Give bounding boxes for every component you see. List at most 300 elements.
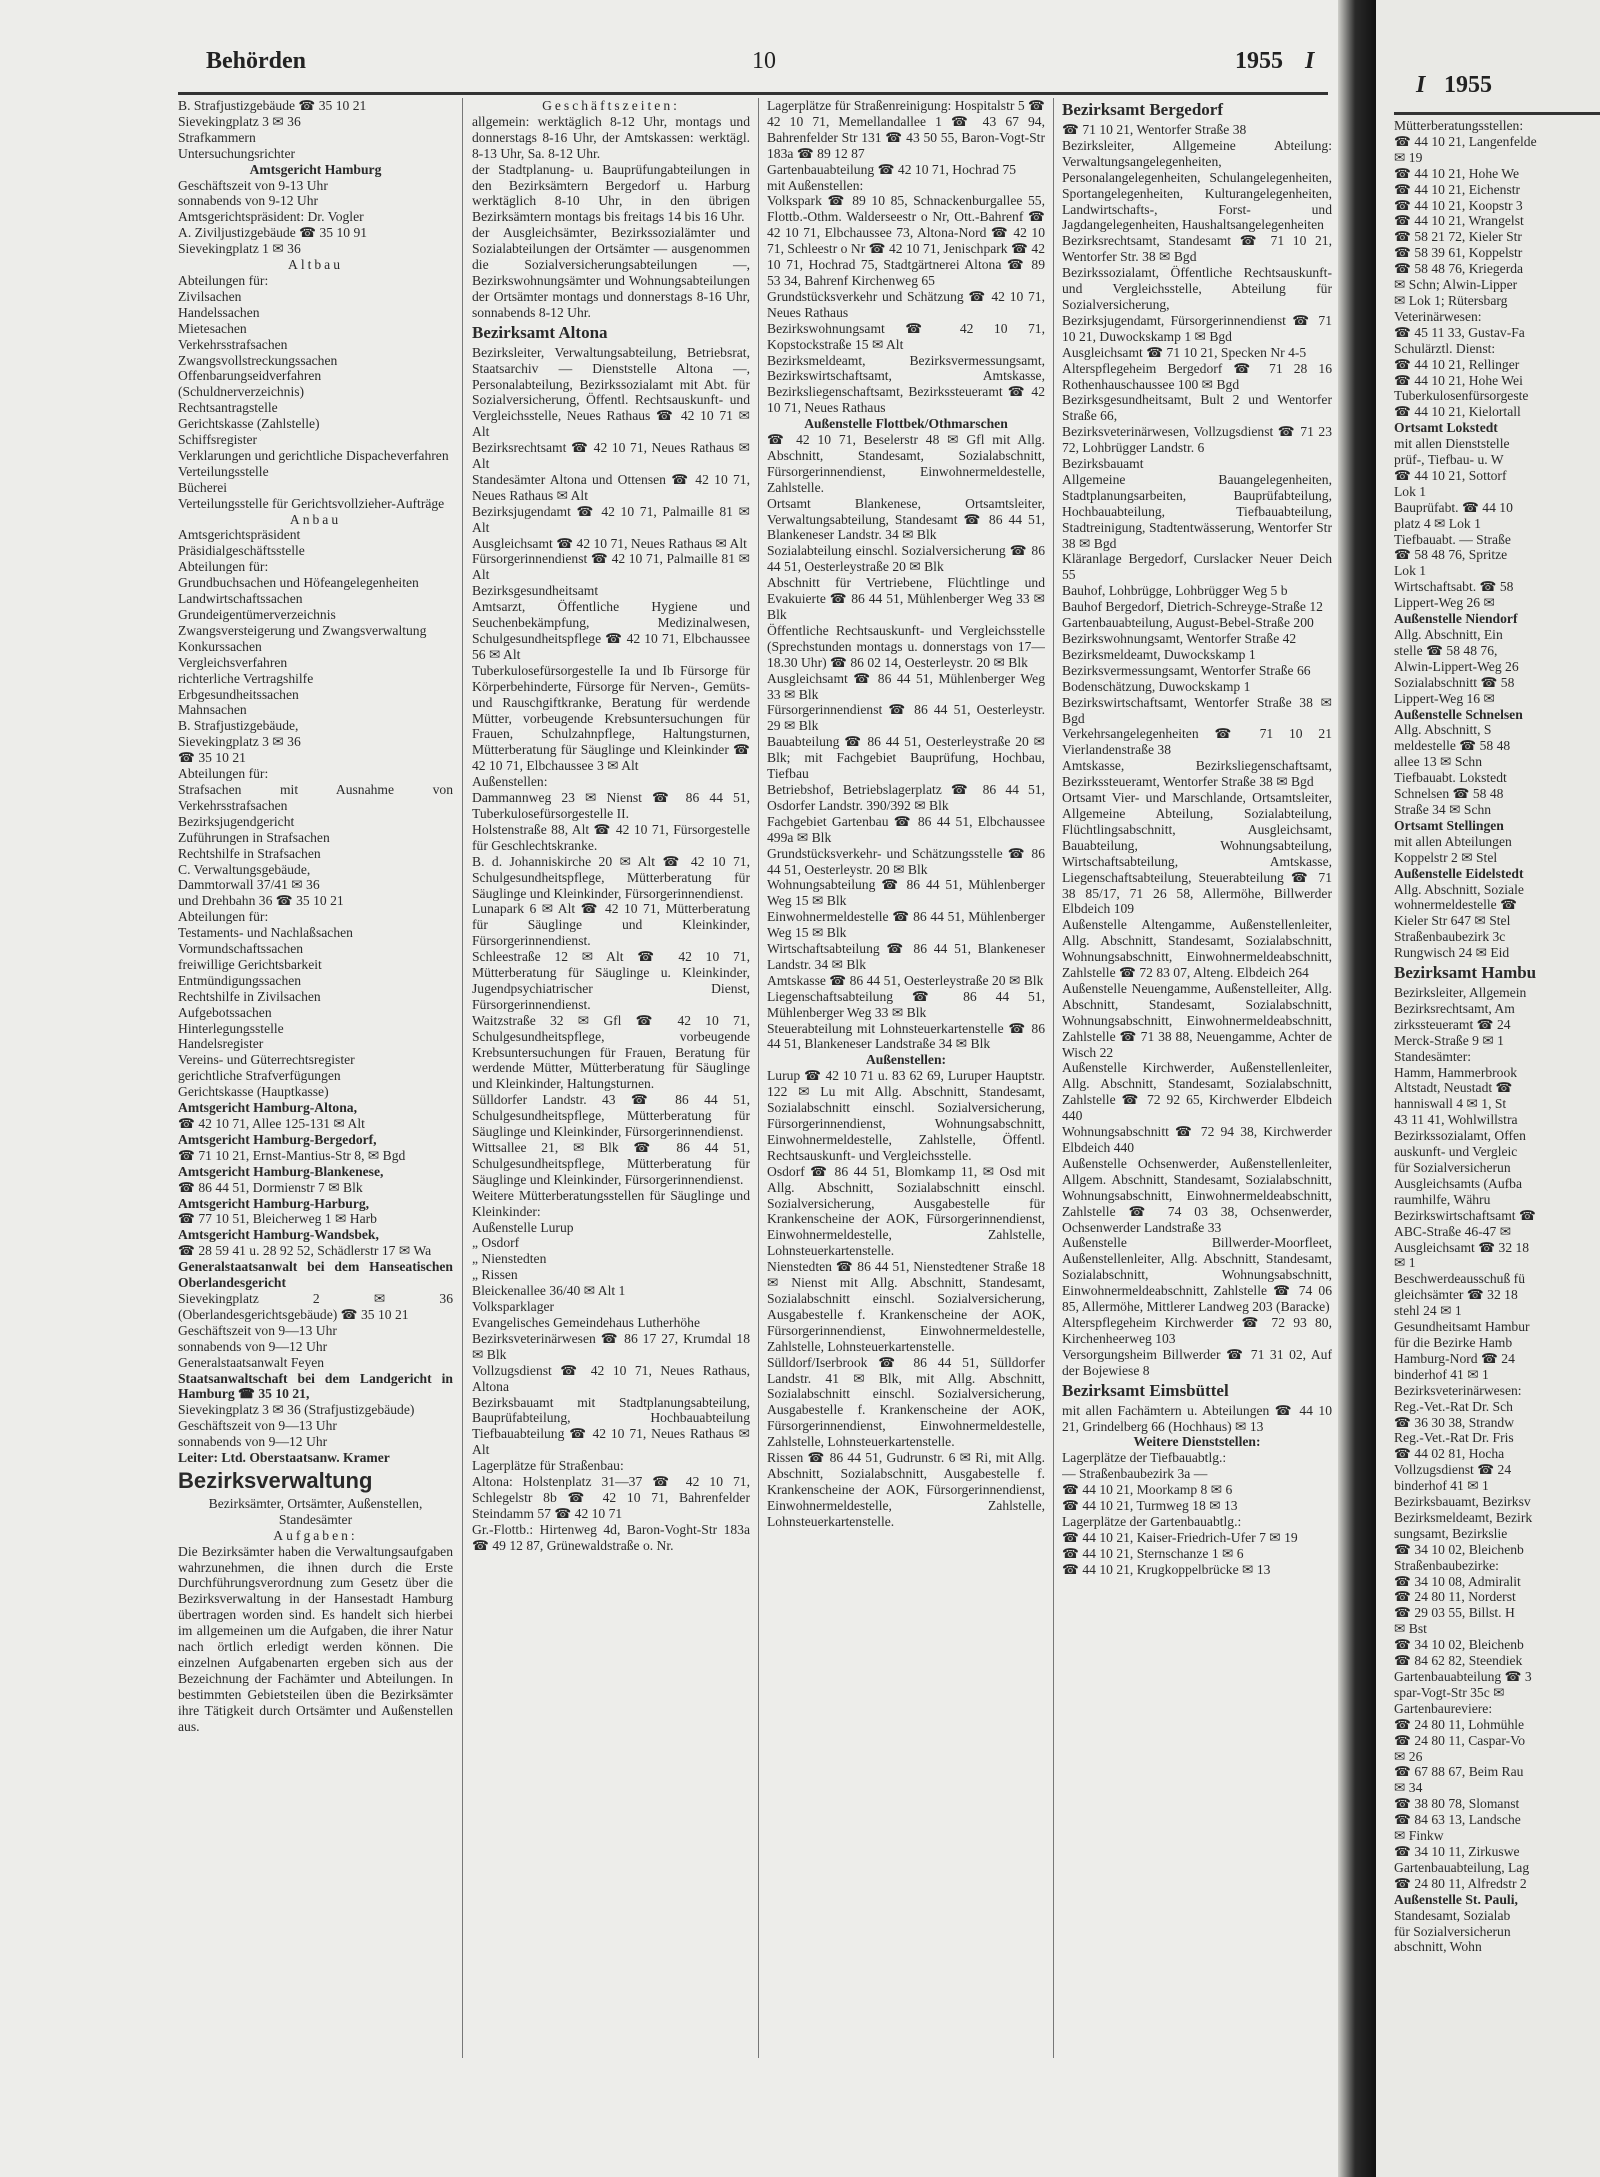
directory-entry: Alterspflegeheim Bergedorf ☎ 71 28 16 Rothenhauschaussee 100 ✉ Bgd xyxy=(1062,360,1332,392)
directory-entry: ☎ 44 10 21, Langenfelde xyxy=(1394,133,1537,149)
directory-entry: „ Osdorf xyxy=(472,1235,520,1251)
directory-entry: abschnitt, Wohn xyxy=(1394,1939,1482,1955)
directory-entry: Amtsarzt, Öffentliche Hygiene und Seuchenbekämpfung, Medizinalwesen, Schulgesundheitspflege ☎ 42 10 71, Elbchaussee 56 ✉ Alt xyxy=(472,599,750,662)
directory-entry: Gerichtskasse (Hauptkasse) xyxy=(178,1084,329,1100)
directory-entry: ☎ 42 10 71, Beselerstr 48 ✉ Gfl mit Allg. Abschnitt, Standesamt, Sozialabschnitt, Fürsorgerinnendienst, Einwohnermeldestelle, Zahlstelle. xyxy=(767,432,1045,495)
directory-entry: binderhof 41 ✉ 1 xyxy=(1394,1478,1489,1494)
directory-entry: ✉ Lok 1; Rütersbarg xyxy=(1394,292,1508,308)
directory-entry: Tiefbauabt. Lokstedt xyxy=(1394,770,1507,786)
directory-entry: Gerichtskasse (Zahlstelle) xyxy=(178,416,320,432)
directory-entry: Zuführungen in Strafsachen xyxy=(178,829,330,845)
directory-entry: Gr.-Flottb.: Hirtenweg 4d, Baron-Voght-Str 183a ☎ 49 12 87, Grünewaldstraße o. Nr. xyxy=(472,1521,750,1553)
directory-entry: ☎ 44 10 21, Hohe Wei xyxy=(1394,372,1523,388)
directory-entry: Tuberkulosefürsorgestelle Ia und Ib Fürsorge für Körperbehinderte, Fürsorge für Nerven-, Gemüts- und Rauschgiftkranke, Beratung für werdende Mütter, vorbeugende Krebsuntersuchungen für Frauen, Schulzahnpflege, Haltungsturnen, Mütterberatung für Säuglinge und Kleinkinder ☎ 42 10 71, Elbchaussee 3 ✉ Alt xyxy=(472,662,750,774)
directory-entry: Volkspark ☎ 89 10 85, Schnackenburgallee 55, Flottb.-Othm. Walderseestr o Nr, Ott.-Bahrenf ☎ 42 10 71, Elbchaussee 73, Altona-Nord ☎ 42 10 71, Schleestr o Nr ☎ 42 10 71, Jenischpark ☎ 42 10 71, Hochrad 75, Stadtgärtnerei Altona ☎ 89 53 34, Bahrenf Kirchenweg 65 xyxy=(767,193,1045,288)
directory-entry: Außenstelle Ochsenwerder, Außenstellenleiter, Allgem. Abschnitt, Standesamt, Sozialabschnitt, Wohnungsabschnitt, Einwohnermeldeabschnitt, Zahlstelle ☎ 74 03 38, Ochsenwerder, Ochsenwerder Landstraße 33 xyxy=(1062,1155,1332,1235)
directory-entry: ✉ 1 xyxy=(1394,1255,1416,1271)
directory-entry: Vergleichsverfahren xyxy=(178,654,288,670)
directory-entry: Hamburg-Nord ☎ 24 xyxy=(1394,1350,1515,1366)
directory-entry: Hinterlegungsstelle xyxy=(178,1020,284,1036)
directory-entry: Handelsregister xyxy=(178,1036,264,1052)
directory-entry: Strafkammern xyxy=(178,129,256,145)
directory-entry: Steuerabteilung mit Lohnsteuerkartenstelle ☎ 86 44 51, Blankeneser Landstraße 34 ✉ Blk xyxy=(767,1020,1045,1052)
directory-entry: ☎ 24 80 11, Caspar-Vo xyxy=(1394,1732,1526,1748)
directory-entry: Altbau xyxy=(288,257,343,273)
directory-entry: Präsidialgeschäftsstelle xyxy=(178,543,305,559)
directory-entry: Lunapark 6 ✉ Alt ☎ 42 10 71, Mütterberatung für Säuglinge und Kleinkinder, Fürsorgerinnendienst. xyxy=(472,901,750,949)
directory-entry: richterliche Vertragshilfe xyxy=(178,670,314,686)
directory-entry: Einwohnermeldestelle ☎ 86 44 51, Mühlenberger Weg 15 ✉ Blk xyxy=(767,909,1045,941)
directory-entry: Grundstücksverkehr und Schätzung ☎ 42 10 71, Neues Rathaus xyxy=(767,288,1045,320)
directory-entry: Bezirkssozialamt, Öffentliche Rechtsauskunft- und Vergleichsstelle, Abteilung für Sozialversicherung, xyxy=(1062,265,1332,312)
directory-entry: ✉ Schn; Alwin-Lipper xyxy=(1394,277,1518,293)
directory-entry: für die Bezirke Hamb xyxy=(1394,1334,1513,1350)
directory-entry: Zwangsversteigerung und Zwangsverwaltung xyxy=(178,622,427,638)
book-gutter xyxy=(1338,0,1376,2177)
directory-entry: und Drehbahn 36 ☎ 35 10 21 xyxy=(178,893,344,909)
directory-entry: Altona: Holstenplatz 31—37 ☎ 42 10 71, Schlegelstr 8b ☎ 42 10 71, Bahrenfelder Steindamm 57 ☎ 42 10 71 xyxy=(472,1474,750,1521)
directory-entry: Wirtschaftsabt. ☎ 58 xyxy=(1394,579,1514,595)
directory-entry: mit allen Fachämtern u. Abteilungen ☎ 44 10 21, Grindelberg 66 (Hochhaus) ✉ 13 xyxy=(1062,1402,1332,1434)
directory-entry: Außenstelle Altengamme, Außenstellenleiter, Allg. Abschnitt, Standesamt, Sozialabschnitt, Wohnungsabschnitt, Einwohnermeldeabschnitt, Zahlstelle ☎ 72 83 07, Alteng. Elbdeich 264 xyxy=(1062,917,1332,981)
directory-entry: Öffentliche Rechtsauskunft- und Vergleichsstelle (Sprechstunden montags u. donnerstags von 17—18.30 Uhr) ☎ 86 02 14, Oesterleystr. 20 ✉ Blk xyxy=(767,622,1045,670)
page-number: 10 xyxy=(752,48,776,74)
directory-entry: ☎ 58 48 76, Kriegerda xyxy=(1394,261,1524,277)
directory-entry: Bezirksamt Eimsbüttel xyxy=(1062,1380,1229,1400)
directory-entry: mit allen Abteilungen xyxy=(1394,833,1512,849)
next-header-year: 1955 xyxy=(1444,72,1492,98)
directory-entry: Bezirksjugendgericht xyxy=(178,813,295,829)
directory-entry: Ausgleichsamt ☎ 32 18 xyxy=(1394,1239,1530,1255)
directory-entry: Bezirksgesundheitsamt xyxy=(472,583,599,599)
directory-entry: Weitere Dienststellen: xyxy=(1133,1434,1261,1450)
directory-entry: Testaments- und Nachlaßsachen xyxy=(178,925,353,941)
directory-entry: ☎ 44 10 21, Eichenstr xyxy=(1394,181,1521,197)
directory-entry: Ortsamt Vier- und Marschlande, Ortsamtsleiter, Allgemeine Abteilung, Sozialabteilung, Flüchtlingsabschnitt, Ausgleichsamt, Bauabteilung, Wohnungsabteilung, Wirtschaftsabteilung, Amtskasse, Liegenschaftsabteilung, Steuerabteilung ☎ 71 38 85/17, 71 26 58, Allermöhe, Billwerder Elbdeich 109 xyxy=(1062,790,1332,917)
directory-entry: Bauhof Bergedorf, Dietrich-Schreyge-Straße 12 xyxy=(1062,599,1323,615)
next-header-rule xyxy=(1394,112,1600,115)
directory-entry: Außenstelle Niendorf xyxy=(1394,611,1518,627)
directory-entry: Strafsachen mit Ausnahme von Verkehrsstrafsachen xyxy=(178,781,453,813)
directory-entry: Schiffsregister xyxy=(178,432,258,448)
directory-entry: ☎ 24 80 11, Lohmühle xyxy=(1394,1716,1525,1732)
directory-entry: ✉ Bst xyxy=(1394,1621,1427,1637)
directory-entry: Bücherei xyxy=(178,479,228,495)
directory-entry: Rechtshilfe in Strafsachen xyxy=(178,845,321,861)
directory-entry: Ortsamt Blankenese, Ortsamtsleiter, Verwaltungsabteilung, Standesamt ☎ 86 44 51, Blankeneser Landstr. 34 ✉ Blk xyxy=(767,495,1045,543)
directory-entry: „ Nienstedten xyxy=(472,1251,547,1267)
directory-entry: Lippert-Weg 26 ✉ xyxy=(1394,595,1495,611)
directory-entry: Lagerplätze für Straßenbau: xyxy=(472,1458,624,1474)
directory-entry: sungsamt, Bezirkslie xyxy=(1394,1525,1508,1541)
directory-entry: Bleickenallee 36/40 ✉ Alt 1 xyxy=(472,1283,626,1299)
directory-entry: Ausgleichsamt ☎ 71 10 21, Specken Nr 4-5 xyxy=(1062,344,1307,360)
column-divider xyxy=(1053,98,1054,2058)
directory-entry: Vollzugsdienst ☎ 42 10 71, Neues Rathaus, Altona xyxy=(472,1362,750,1394)
directory-entry: ☎ 24 80 11, Norderst xyxy=(1394,1589,1516,1605)
directory-entry: Bezirksrechtsamt, Am xyxy=(1394,1000,1515,1016)
directory-entry: Mahnsachen xyxy=(178,702,247,718)
directory-entry: Rechtshilfe in Zivilsachen xyxy=(178,988,321,1004)
directory-entry: mit Außenstellen: xyxy=(767,177,864,193)
directory-entry: Mietesachen xyxy=(178,320,247,336)
directory-entry: ☎ 44 10 21, Turmweg 18 ✉ 13 xyxy=(1062,1498,1238,1514)
directory-entry: Bezirksamt Bergedorf xyxy=(1062,100,1223,119)
directory-entry: B. d. Johanniskirche 20 ✉ Alt ☎ 42 10 71, Schulgesundheitspflege, Mütterberatung für Säuglinge und Kleinkinder, Fürsorgerinnendienst. xyxy=(472,853,750,901)
column-divider xyxy=(462,98,463,2058)
directory-entry: Staatsanwaltschaft bei dem Landgericht in Hamburg ☎ 35 10 21, xyxy=(178,1370,453,1402)
directory-entry: Aufgaben: xyxy=(273,1527,358,1543)
directory-entry: Außenstellen: xyxy=(865,1052,947,1068)
directory-entry: Abteilungen für: xyxy=(178,766,269,782)
directory-entry: Bezirksbauamt mit Stadtplanungsabteilung, Bauprüfabteilung, Hochbauabteilung Tiefbauabteilung ☎ 42 10 71, Neues Rathaus ✉ Alt xyxy=(472,1394,750,1458)
directory-entry: hanniswall 4 ✉ 1, St xyxy=(1394,1096,1507,1112)
directory-entry: Dammannweg 23 ✉ Nienst ☎ 86 44 51, Tuberkulosefürsorgestelle II. xyxy=(472,790,750,821)
directory-entry: Rissen ☎ 86 44 51, Gudrunstr. 6 ✉ Ri, mit Allg. Abschnitt, Sozialabschnitt, Ausgabestelle f. Krankenscheine der AOK, Fürsorgerinnendienst, Einwohnermeldestelle, Zahlstelle, Lohnsteuerkartenstelle. xyxy=(767,1450,1045,1529)
directory-entry: Holstenstraße 88, Alt ☎ 42 10 71, Fürsorgestelle für Geschlechtskranke. xyxy=(472,821,750,853)
directory-entry: Amtsgerichtspräsident: Dr. Vogler xyxy=(178,209,364,225)
text-column-2 xyxy=(472,98,750,2138)
directory-entry: Amtsgericht Hamburg-Wandsbek, xyxy=(178,1227,379,1243)
directory-entry: Außenstelle Schnelsen xyxy=(1394,706,1523,722)
directory-entry: ☎ 42 10 71, Allee 125-131 ✉ Alt xyxy=(178,1116,365,1131)
directory-entry: ☎ 44 10 21, Sottorf xyxy=(1394,467,1507,483)
directory-entry: Fürsorgerinnendienst ☎ 42 10 71, Palmaille 81 ✉ Alt xyxy=(472,551,750,583)
directory-entry: ☎ 28 59 41 u. 28 92 52, Schädlerstr 17 ✉ Wa xyxy=(178,1243,432,1259)
directory-entry: freiwillige Gerichtsbarkeit xyxy=(178,956,322,972)
directory-entry: Die Bezirksämter haben die Verwaltungsaufgaben wahrzunehmen, die ihnen durch die Erste Durchführungsverordnung zum Gesetz über die Bezirksverwaltung in der Hansestadt Hamburg übertragen worden sind. Es handelt sich hierbei im allgemeinen um die Aufgaben, die ihrer Natur nach örtlich erledigt werden können. Die einzelnen Aufgabenarten ergeben sich aus der Bezeichnung der Fachämter und Abteilungen. In bestimmten Gebietsteilen üben die Bezirksämter ihre Tätigkeit durch Ortsämter und Außenstellen aus. xyxy=(178,1543,453,1734)
directory-entry: Osdorf ☎ 86 44 51, Blomkamp 11, ✉ Osd mit Allg. Abschnitt, Sozialabschnitt einschl. Sozialversicherung, Ausgabestelle für Krankenscheine der AOK, Fürsorgerinnendienst, Einwohnermeldestelle, Zahlstelle, Lohnsteuerkartenstelle. xyxy=(767,1163,1045,1259)
directory-entry: platz 4 ✉ Lok 1 xyxy=(1394,515,1481,531)
directory-entry: Bezirksrechtsamt ☎ 42 10 71, Neues Rathaus ✉ Alt xyxy=(472,440,750,472)
directory-entry: Volksparklager xyxy=(472,1299,555,1315)
directory-entry: Allg. Abschnitt, S xyxy=(1394,722,1492,738)
directory-entry: Geschäftszeit von 9—13 Uhr xyxy=(178,1322,337,1338)
directory-entry: Schleestraße 12 ✉ Alt ☎ 42 10 71, Mütterberatung für Säuglinge u. Kleinkinder, Jugendpsychiatrischer Dienst, Fürsorgerinnendienst. xyxy=(472,949,750,1012)
directory-entry: Wohnungsabschnitt ☎ 72 94 38, Kirchwerder Elbdeich 440 xyxy=(1062,1124,1332,1155)
directory-entry: Veterinärwesen: xyxy=(1394,308,1482,324)
directory-entry: Reg.-Vet.-Rat Dr. Fris xyxy=(1394,1430,1514,1446)
directory-entry: Bezirksjugendamt, Fürsorgerinnendienst ☎ 71 10 21, Duwockskamp 1 ✉ Bgd xyxy=(1062,312,1332,344)
directory-entry: raumhilfe, Währu xyxy=(1394,1191,1491,1207)
directory-entry: ✉ 26 xyxy=(1394,1748,1423,1764)
directory-entry: Leiter: Ltd. Oberstaatsanw. Kramer xyxy=(178,1450,390,1466)
directory-entry: ☎ 44 10 21, Kielortall xyxy=(1394,404,1521,420)
directory-entry: Nienstedten ☎ 86 44 51, Nienstedtener Straße 18 ✉ Nienst mit Allg. Abschnitt, Standesamt, Sozialabschnitt einschl. Sozialversicherung, Ausgabestelle f. Krankenscheine der AOK, Fürsorgerinnendienst, Einwohnermeldestelle, Zahlstelle, Lohnsteuerkartenstelle. xyxy=(767,1259,1045,1354)
directory-entry: stehl 24 ✉ 1 xyxy=(1394,1303,1462,1319)
directory-entry: Bezirksleiter, Allgemeine Abteilung: Verwaltungsangelegenheiten, Personalangelegenheiten, Schulangelegenheiten, Sportangelegenheiten, Kulturangelegenheiten, Landwirtschafts-, Forst- und Jagdangelegenheiten, Haushaltsangelegenheiten xyxy=(1062,137,1332,233)
directory-entry: Bezirksvermessungsamt, Wentorfer Straße 66 xyxy=(1062,662,1311,678)
directory-entry: Geschäftszeiten: xyxy=(542,98,680,113)
directory-entry: ☎ 58 48 76, Spritze xyxy=(1394,547,1508,563)
directory-entry: Entmündigungssachen xyxy=(178,972,302,988)
directory-entry: Waitzstraße 32 ✉ Gfl ☎ 42 10 71, Schulgesundheitspflege, vorbeugende Krebsuntersuchungen für Frauen, Beratung für werdende Mütter, Mütterberatung für Säuglinge und Kleinkinder, Haltungsturnen. xyxy=(472,1012,750,1092)
directory-entry: auskunft- und Vergleic xyxy=(1394,1144,1518,1160)
directory-entry: Verkehrsstrafsachen xyxy=(178,336,288,352)
directory-entry: Verkehrsangelegenheiten ☎ 71 10 21 Vierlandenstraße 38 xyxy=(1062,726,1332,758)
directory-entry: ☎ 44 10 21, Kaiser-Friedrich-Ufer 7 ✉ 19 xyxy=(1062,1529,1298,1545)
directory-entry: ✉ 34 xyxy=(1394,1780,1423,1796)
directory-entry: Beschwerdeausschuß fü xyxy=(1394,1271,1525,1287)
directory-entry: Bezirksrechtsamt, Standesamt ☎ 71 10 21, Wentorfer Str. 38 ✉ Bgd xyxy=(1062,233,1332,265)
directory-entry: Anbau xyxy=(289,511,342,527)
directory-entry: Bezirksleiter, Allgemein xyxy=(1394,985,1527,1001)
section-heading: Behörden xyxy=(206,48,307,74)
directory-entry: ☎ 36 30 38, Strandw xyxy=(1394,1414,1515,1430)
directory-entry: Gartenbauabteilung ☎ 42 10 71, Hochrad 75 xyxy=(767,161,1017,177)
directory-entry: der Stadtplanung- u. Bauprüfungabteilungen in den Bezirksämtern Bergedorf u. Harburg werktäglich 8-10 Uhr, in den übrigen Bezirksämtern montags bis freitags 14 bis 16 Uhr. xyxy=(472,161,750,225)
directory-entry: Bezirksveterinärwesen: xyxy=(1394,1382,1522,1398)
directory-entry: Bezirkswirtschaftsamt, Wentorfer Straße 38 ✉ Bgd xyxy=(1062,694,1332,726)
text-column-1 xyxy=(178,98,453,2138)
directory-entry: mit allen Dienststelle xyxy=(1394,436,1510,452)
directory-entry: Geschäftszeit von 9—13 Uhr xyxy=(178,1418,337,1434)
directory-entry: Geschäftszeit von 9-13 Uhr xyxy=(178,177,328,193)
directory-entry: Vollzugsdienst ☎ 24 xyxy=(1394,1462,1512,1478)
directory-entry: Generalstaatsanwalt Feyen xyxy=(178,1354,325,1370)
directory-entry: Vormundschaftssachen xyxy=(178,941,304,957)
directory-entry: Verteilungsstelle xyxy=(178,463,269,479)
header-part: I xyxy=(1305,48,1315,74)
directory-entry: ☎ 38 80 78, Slomanst xyxy=(1394,1796,1520,1812)
directory-entry: ☎ 44 02 81, Hocha xyxy=(1394,1446,1505,1462)
directory-entry: Ausgleichsamt ☎ 42 10 71, Neues Rathaus ✉ Alt xyxy=(472,535,747,551)
directory-entry: Lagerplätze der Tiefbauabtlg.: xyxy=(1062,1450,1227,1466)
directory-entry: Lok 1 xyxy=(1394,483,1427,499)
directory-entry: „ Rissen xyxy=(472,1267,518,1283)
directory-entry: Amtsgericht Hamburg-Blankenese, xyxy=(178,1163,384,1179)
directory-entry: Amtsgericht Hamburg-Harburg, xyxy=(178,1195,370,1211)
directory-entry: Grundstücksverkehr- und Schätzungsstelle ☎ 86 44 51, Oesterleystr. 20 ✉ Blk xyxy=(767,845,1045,877)
directory-entry: Abschnitt für Vertriebene, Flüchtlinge und Evakuierte ☎ 86 44 51, Mühlenberger Weg 33 ✉ Blk xyxy=(767,575,1045,622)
directory-entry: Ortsamt Lokstedt xyxy=(1394,420,1498,436)
directory-entry: Allg. Abschnitt, Ein xyxy=(1394,627,1503,642)
directory-entry: Amtsgerichtspräsident xyxy=(178,527,301,543)
directory-entry: Sievekingplatz 3 ✉ 36 xyxy=(178,113,301,129)
directory-entry: C. Verwaltungsgebäude, xyxy=(178,861,311,877)
directory-entry: meldestelle ☎ 58 48 xyxy=(1394,738,1511,754)
directory-entry: Standesämter: xyxy=(1394,1048,1472,1064)
directory-entry: Sievekingplatz 3 ✉ 36 (Strafjustizgebäude) xyxy=(178,1402,415,1418)
directory-entry: Amtskasse ☎ 86 44 51, Oesterleystraße 20 ✉ Blk xyxy=(767,972,1044,988)
directory-entry: Standesamt, Sozialab xyxy=(1394,1907,1511,1923)
directory-entry: Lagerplätze für Straßenreinigung: Hospitalstr 5 ☎ 42 10 71, Memellandallee 1 ☎ 43 67 94, Bahrenfelder Str 131 ☎ 43 50 55, Baron-Vogt-Str 183a ☎ 89 12 87 xyxy=(767,98,1045,161)
directory-entry: Bezirkswohnungsamt ☎ 42 10 71, Kopstockstraße 15 ✉ Alt xyxy=(767,320,1045,352)
directory-entry: Koppelstr 2 ✉ Stel xyxy=(1394,849,1498,865)
directory-entry: Bezirksbauamt xyxy=(1062,456,1144,472)
directory-entry: Bauprüfabt. ☎ 44 10 xyxy=(1394,499,1513,515)
directory-entry: Alterspflegeheim Kirchwerder ☎ 72 93 80, Kirchenheerweg 103 xyxy=(1062,1314,1332,1346)
directory-entry: ☎ 45 11 33, Gustav-Fa xyxy=(1394,324,1525,340)
directory-entry: Schulärztl. Dienst: xyxy=(1394,340,1496,356)
directory-entry: binderhof 41 ✉ 1 xyxy=(1394,1366,1489,1382)
directory-entry: spar-Vogt-Str 35c ✉ xyxy=(1394,1684,1505,1700)
directory-entry: ☎ 29 03 55, Billst. H xyxy=(1394,1605,1515,1621)
directory-entry: A. Ziviljustizgebäude ☎ 35 10 91 xyxy=(178,225,368,241)
directory-entry: Sülldorfer Landstr. 43 ☎ 86 44 51, Schulgesundheitspflege, Mütterberatung für Säuglinge und Kleinkinder, Fürsorgerinnendienst. xyxy=(472,1092,750,1140)
directory-entry: Mütterberatungsstellen: xyxy=(1394,118,1524,133)
header-year: 1955 xyxy=(1235,48,1283,74)
directory-entry: ☎ 44 10 21, Koopstr 3 xyxy=(1394,197,1523,213)
directory-entry: Sievekingplatz 3 ✉ 36 xyxy=(178,734,301,750)
directory-entry: Außenstelle Kirchwerder, Außenstellenleiter, Allg. Abschnitt, Standesamt, Sozialabschnitt, Zahlstelle ☎ 72 92 65, Kirchwerder Elbdeich 440 xyxy=(1062,1060,1332,1124)
directory-entry: stelle ☎ 58 48 76, xyxy=(1394,642,1498,658)
directory-entry: Weitere Mütterberatungsstellen für Säuglinge und Kleinkinder: xyxy=(472,1187,750,1219)
directory-entry: Gartenbaureviere: xyxy=(1394,1700,1493,1716)
directory-entry: Ortsamt Stellingen xyxy=(1394,817,1504,833)
directory-entry: ☎ 84 63 13, Landsche xyxy=(1394,1812,1521,1828)
directory-entry: Außenstelle Eidelstedt xyxy=(1394,865,1524,881)
directory-entry: allgemein: werktäglich 8-12 Uhr, montags und donnerstags 8-16 Uhr, der Amtskassen: werktägl. 8-13 Uhr, Sa. 8-12 Uhr. xyxy=(472,113,750,161)
directory-entry: Bezirkswirtschaftsamt ☎ xyxy=(1394,1207,1536,1223)
directory-entry: Bauabteilung ☎ 86 44 51, Oesterleystraße 20 ✉ Blk; mit Fachgebiet Bauprüfung, Hochbau, Tiefbau xyxy=(767,734,1045,782)
directory-entry: Allg. Abschnitt, Soziale xyxy=(1394,881,1524,897)
directory-entry: Evangelisches Gemeindehaus Lutherhöhe xyxy=(472,1314,700,1330)
directory-entry: sonnabends von 9—12 Uhr xyxy=(178,1338,328,1354)
directory-entry: zirkssteueramt ☎ 24 xyxy=(1394,1016,1511,1032)
directory-entry: Generalstaatsanwalt bei dem Hanseatischen Oberlandesgericht xyxy=(178,1259,453,1291)
directory-entry: Wittsallee 21, ✉ Blk ☎ 86 44 51, Schulgesundheitspflege, Mütterberatung für Säuglinge und Kleinkinder, Fürsorgerinnendienst. xyxy=(472,1140,750,1187)
directory-entry: ☎ 44 10 21, Sternschanze 1 ✉ 6 xyxy=(1062,1545,1244,1561)
directory-entry: Gartenbauabteilung, Lag xyxy=(1394,1859,1530,1875)
directory-entry: Hamm, Hammerbrook xyxy=(1394,1064,1518,1080)
directory-entry: Abteilungen für: xyxy=(178,909,269,925)
directory-entry: Bezirksgesundheitsamt, Bult 2 und Wentorfer Straße 66, xyxy=(1062,392,1332,424)
directory-entry: Ausgleichsamts (Aufba xyxy=(1394,1175,1522,1191)
directory-entry: B. Strafjustizgebäude ☎ 35 10 21 xyxy=(178,98,367,113)
directory-entry: Aufgebotssachen xyxy=(178,1004,272,1020)
directory-entry: ☎ 44 10 21, Rellinger xyxy=(1394,356,1520,372)
text-column-3 xyxy=(767,98,1045,2138)
next-text-column xyxy=(1394,118,1600,2158)
directory-entry: ☎ 44 10 21, Krugkoppelbrücke ✉ 13 xyxy=(1062,1561,1271,1577)
directory-entry: Zivilsachen xyxy=(178,288,242,304)
directory-entry: Offenbarungseidverfahren xyxy=(178,368,322,384)
directory-entry: Liegenschaftsabteilung ☎ 86 44 51, Mühlenberger Weg 33 ✉ Blk xyxy=(767,988,1045,1020)
directory-entry: ABC-Straße 46-47 ✉ xyxy=(1394,1223,1512,1239)
directory-entry: ✉ Finkw xyxy=(1394,1828,1444,1844)
directory-entry: ☎ 34 10 08, Admiralit xyxy=(1394,1573,1521,1589)
directory-entry: Fachgebiet Gartenbau ☎ 86 44 51, Elbchaussee 499a ✉ Blk xyxy=(767,813,1045,845)
directory-entry: Sozialabteilung einschl. Sozialversicherung ☎ 86 44 51, Oesterleystraße 20 ✉ Blk xyxy=(767,543,1045,575)
directory-entry: prüf-, Tiefbau- u. W xyxy=(1394,452,1504,468)
directory-entry: für Sozialversicherun xyxy=(1394,1923,1511,1939)
directory-entry: Amtsgericht Hamburg xyxy=(249,161,382,177)
directory-entry: Bezirksveterinärwesen, Vollzugsdienst ☎ 71 23 72, Lohbrügger Landstr. 6 xyxy=(1062,424,1332,456)
directory-entry: ☎ 34 10 11, Zirkuswe xyxy=(1394,1843,1520,1859)
directory-entry: Untersuchungsrichter xyxy=(178,145,296,161)
directory-entry: Straßenbaubezirk 3c xyxy=(1394,929,1506,945)
directory-entry: Standesämter Altona und Ottensen ☎ 42 10 71, Neues Rathaus ✉ Alt xyxy=(472,471,750,503)
directory-entry: Gartenbauabteilung, August-Bebel-Straße 200 xyxy=(1062,615,1314,631)
directory-entry: wohnermeldestelle ☎ xyxy=(1394,897,1518,913)
directory-entry: Bezirksmeldeamt, Bezirk xyxy=(1394,1509,1533,1525)
next-page-fragment xyxy=(1376,0,1600,2177)
directory-entry: allee 13 ✉ Schn xyxy=(1394,754,1483,770)
directory-entry: gleichsämter ☎ 32 18 xyxy=(1394,1287,1518,1303)
directory-entry: Ausgleichsamt ☎ 86 44 51, Mühlenberger Weg 33 ✉ Blk xyxy=(767,670,1045,702)
directory-entry: Konkurssachen xyxy=(178,638,262,654)
directory-entry: Grundeigentümerverzeichnis xyxy=(178,607,336,622)
directory-entry: der Ausgleichsämter, Bezirkssozialämter und Sozialabteilungen der Ortsämter — ausgenommen die Sozialversicherungsabteilungen —, Bezirkswohnungsämter und Wohnungsabteilungen der Ortsämter montags und donnerstags 8-16 Uhr, sonnabends 8-12 Uhr. xyxy=(472,225,750,320)
header-rule xyxy=(178,92,1328,95)
directory-entry: Betriebshof, Betriebslagerplatz ☎ 86 44 51, Osdorfer Landstr. 390/392 ✉ Blk xyxy=(767,781,1045,813)
next-header-part: I xyxy=(1416,72,1426,98)
directory-entry: Sozialabschnitt ☎ 58 xyxy=(1394,674,1515,690)
directory-entry: sonnabends von 9—12 Uhr xyxy=(178,1434,328,1450)
directory-entry: B. Strafjustizgebäude, xyxy=(178,718,299,734)
directory-entry: Bezirksverwaltung xyxy=(178,1467,373,1493)
directory-entry: Zwangsvollstreckungssachen xyxy=(178,352,338,368)
directory-entry: Amtsgericht Hamburg-Altona, xyxy=(178,1100,357,1116)
directory-entry: Versorgungsheim Billwerder ☎ 71 31 02, Auf der Bojewiese 8 xyxy=(1062,1346,1332,1378)
column-divider xyxy=(758,98,759,2058)
directory-entry: ☎ 84 62 82, Steendiek xyxy=(1394,1653,1523,1669)
directory-entry: Bezirksamt Hambu xyxy=(1394,963,1537,983)
directory-entry: Gartenbauabteilung ☎ 3 xyxy=(1394,1669,1532,1684)
directory-entry: Sievekingplatz 1 ✉ 36 xyxy=(178,241,301,257)
directory-entry: Bezirksamt Altona xyxy=(472,322,608,342)
directory-entry: Wohnungsabteilung ☎ 86 44 51, Mühlenberger Weg 15 ✉ Blk xyxy=(767,877,1045,909)
directory-entry: ☎ 58 39 61, Koppelstr xyxy=(1394,245,1523,261)
directory-entry: ✉ 19 xyxy=(1394,149,1423,165)
directory-entry: ☎ 24 80 11, Alfredstr 2 xyxy=(1394,1875,1527,1891)
directory-entry: Allgemeine Bauangelegenheiten, Stadtplanungsarbeiten, Bauprüfabteilung, Hochbauabteilung, Tiefbauabteilung, Stadtreinigung, Stadtentwässerung, Wentorfer Str 38 ✉ Bgd xyxy=(1062,471,1332,551)
directory-entry: Außenstelle Lurup xyxy=(472,1219,574,1235)
directory-entry: Alwin-Lippert-Weg 26 xyxy=(1394,658,1519,674)
directory-entry: Lippert-Weg 16 ✉ xyxy=(1394,690,1495,706)
directory-entry: gerichtliche Strafverfügungen xyxy=(178,1068,341,1084)
directory-entry: Außenstellen: xyxy=(472,774,548,790)
directory-entry: ☎ 67 88 67, Beim Rau xyxy=(1394,1764,1524,1780)
directory-entry: ☎ 77 10 51, Bleicherweg 1 ✉ Harb xyxy=(178,1211,377,1227)
directory-entry: Vereins- und Güterrechtsregister xyxy=(178,1052,355,1068)
directory-entry: Verklarungen und gerichtliche Dispacheverfahren xyxy=(178,447,449,463)
directory-entry: Amtsgericht Hamburg-Bergedorf, xyxy=(178,1131,377,1147)
directory-entry: Bezirksjugendamt ☎ 42 10 71, Palmaille 81 ✉ Alt xyxy=(472,503,750,535)
directory-entry: Bezirksmeldeamt, Bezirksvermessungsamt, Bezirkswirtschaftsamt, Amtskasse, Bezirksliegenschaftsamt, Bezirkssteueramt ☎ 42 10 71, Neues Rathaus xyxy=(767,352,1045,416)
directory-entry: sonnabends von 9-12 Uhr xyxy=(178,193,319,209)
directory-entry: Merck-Straße 9 ✉ 1 xyxy=(1394,1032,1504,1048)
directory-entry: für Sozialversicherun xyxy=(1394,1160,1511,1175)
directory-entry: Straßenbaubezirke: xyxy=(1394,1557,1499,1573)
directory-entry: Bezirkssozialamt, Offen xyxy=(1394,1128,1526,1144)
directory-entry: — Straßenbaubezirk 3a — xyxy=(1062,1466,1208,1482)
directory-entry: Lurup ☎ 42 10 71 u. 83 62 69, Luruper Hauptstr. 122 ✉ Lu mit Allg. Abschnitt, Standesamt, Sozialabschnitt einschl. Sozialversicherung, Fürsorgerinnendienst, Wohnungsabschnitt, Einwohnermeldestelle, Zahlstelle, Öffentl. Rechtsauskunft- und Vergleichsstelle. xyxy=(767,1068,1045,1163)
directory-entry: ☎ 71 10 21, Ernst-Mantius-Str 8, ✉ Bgd xyxy=(178,1147,406,1163)
directory-entry: Altstadt, Neustadt ☎ xyxy=(1394,1080,1513,1096)
directory-entry: Bezirksleiter, Verwaltungsabteilung, Betriebsrat, Staatsarchiv — Dienststelle Altona —, Personalabteilung, Bezirkssozialamt mit Abt. für Sozialversicherung, Öffentl. Rechtsauskunft- und Vergleichsstelle, Neues Rathaus ☎ 42 10 71 ✉ Alt xyxy=(472,344,750,440)
directory-entry: Lagerplätze der Gartenbauabtlg.: xyxy=(1062,1513,1242,1529)
directory-entry: 43 11 41, Wohlwillstra xyxy=(1394,1112,1518,1128)
directory-entry: Außenstelle Flottbek/Othmarschen xyxy=(804,416,1008,432)
directory-entry: Rechtsantragstelle xyxy=(178,400,278,416)
directory-entry: ☎ 44 10 21, Wrangelst xyxy=(1394,213,1524,229)
directory-entry: Fürsorgerinnendienst ☎ 86 44 51, Oesterleystr. 29 ✉ Blk xyxy=(767,702,1045,734)
directory-entry: Außenstelle Neuengamme, Außenstelleiter, Allg. Abschnitt, Standesamt, Sozialabschnitt, Wohnungsabschnitt, Einwohnermeldeabschnitt, Zahlstelle ☎ 71 38 88, Neuengamme, Achter de Wisch 22 xyxy=(1062,980,1332,1060)
directory-entry: Bauhof, Lohbrügge, Lohbrügger Weg 5 b xyxy=(1062,583,1288,599)
directory-entry: Sülldorf/Iserbrook ☎ 86 44 51, Sülldorfer Landstr. 41 ✉ Blk, mit Allg. Abschnitt, Sozialabschnitt einschl. Sozialversicherung, Ausgabestelle f. Krankenscheine der AOK, Fürsorgerinnendienst, Einwohnermeldestelle, Zahlstelle, Lohnsteuerkartenstelle. xyxy=(767,1354,1045,1450)
directory-entry: Gesundheitsamt Hambur xyxy=(1394,1319,1530,1335)
directory-entry: Lok 1 xyxy=(1394,563,1427,579)
directory-entry: ☎ 58 21 72, Kieler Str xyxy=(1394,229,1522,245)
directory-entry: (Schuldnerverzeichnis) xyxy=(178,384,305,400)
directory-entry: Bezirkswohnungsamt, Wentorfer Straße 42 xyxy=(1062,631,1297,646)
directory-entry: Abteilungen für: xyxy=(178,272,269,288)
directory-entry: Reg.-Vet.-Rat Dr. Sch xyxy=(1394,1398,1513,1414)
directory-entry: Bezirksveterinärwesen ☎ 86 17 27, Krumdal 18 ✉ Blk xyxy=(472,1330,750,1362)
directory-entry: ☎ 35 10 21 xyxy=(178,750,246,766)
